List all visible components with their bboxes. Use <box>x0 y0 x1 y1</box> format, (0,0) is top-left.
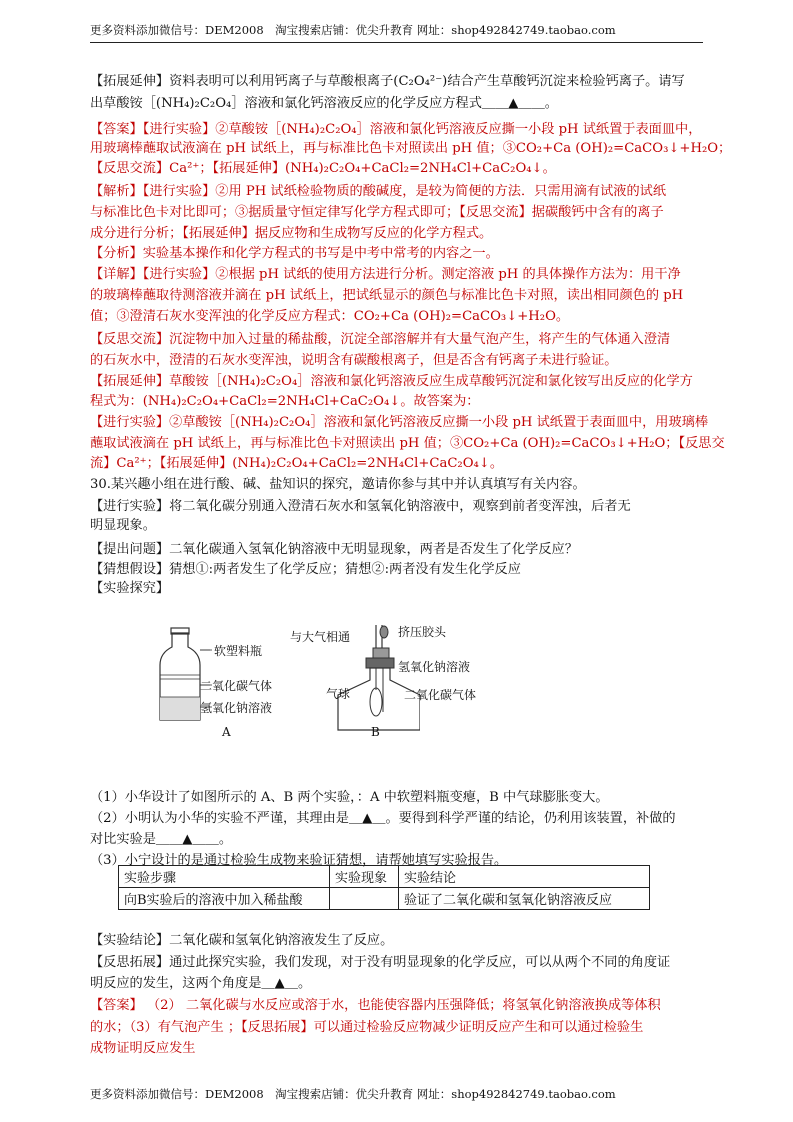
text-line: 【拓展延伸】草酸铵［(NH₄)₂C₂O₄］溶液和氯化钙溶液反应生成草酸钙沉淀和氯化铵写出反应的化学方 <box>90 374 693 389</box>
text-line: 【实验结论】二氧化碳和氢氧化钠溶液发生了反应。 <box>90 933 394 948</box>
text-line: 出草酸铵［(NH₄)₂C₂O₄］溶液和氯化钙溶液反应的化学反应方程式＿＿▲＿＿。 <box>90 96 558 111</box>
text-line: 蘸取试液滴在 pH 试纸上，再与标准比色卡对照读出 pH 值；③CO₂+Ca (OH)₂=CaCO₃↓+H₂O；【反思交 <box>90 436 725 451</box>
text-line: 【反思交流】Ca²⁺；【拓展延伸】(NH₄)₂C₂O₄+CaCl₂=2NH₄Cl+CaC₂O₄↓。 <box>90 161 556 176</box>
text-line: 成物证明反应发生 <box>90 1041 196 1056</box>
text-line: 【反思交流】沉淀物中加入过量的稀盐酸，沉淀全部溶解并有大量气泡产生，将产生的气体通入澄清 <box>90 332 671 347</box>
page-footer: 更多资料添加微信号：DEM2008 淘宝搜索店铺：优尖升教育 网址：shop492842749.taobao.com <box>90 1087 616 1101</box>
cell-phenomenon <box>330 888 399 910</box>
text-line: 用玻璃棒蘸取试液滴在 pH 试纸上，再与标准比色卡对照读出 pH 值；③CO₂+Ca (OH)₂=CaCO₃↓+H₂O； <box>90 141 732 156</box>
experiment-report-table <box>118 865 650 910</box>
figure-b-label-squeeze: 挤压胶头 <box>398 625 447 639</box>
figure-a-label-bottle: 软塑料瓶 <box>214 644 263 658</box>
text-line: 【实验探究】 <box>90 581 170 596</box>
text-line: 与标准比色卡对比即可；③据质量守恒定律写化学方程式即可；【反思交流】据碳酸钙中含有的离子 <box>90 205 664 220</box>
figure-b-label-solution: 氢氧化钠溶液 <box>398 660 471 674</box>
text-line: 的石灰水中，澄清的石灰水变浑浊，说明含有碳酸根离子，但是否含有钙离子未进行验证。 <box>90 353 618 368</box>
text-line: （1）小华设计了如图所示的 A、B 两个实验，：A 中软塑料瓶变瘪，B 中气球膨胀变大。 <box>90 790 609 805</box>
text-line: 【详解】【进行实验】②根据 pH 试纸的使用方法进行分析。测定溶液 pH 的具体操作方法为：用干净 <box>90 267 681 282</box>
figure-b-caption: B <box>371 725 380 739</box>
text-line: 【答案】【进行实验】②草酸铵［(NH₄)₂C₂O₄］溶液和氯化钙溶液反应撕一小段 pH 试纸置于表面皿中， <box>90 122 702 137</box>
text-line: 【拓展延伸】资料表明可以利用钙离子与草酸根离子(C₂O₄²⁻)结合产生草酸钙沉淀来检验钙离子。请写 <box>90 74 685 89</box>
figure-b-label-balloon: 气球 <box>326 687 351 701</box>
text-line: 【进行实验】将二氧化碳分别通入澄清石灰水和氢氧化钠溶液中，观察到前者变浑浊，后者无 <box>90 499 631 514</box>
text-line: 的玻璃棒蘸取待测溶液并滴在 pH 试纸上，把试纸显示的颜色与标准比色卡对照，读出相同颜色的 pH <box>90 288 684 303</box>
header-phenomenon: 实验现象 <box>330 866 399 888</box>
text-line: （3）小宁设计的是通过检验生成物来验证猜想，请帮她填写实验报告。 <box>90 853 508 868</box>
text-line: 【分析】实验基本操作和化学方程式的书写是中考中常考的内容之一。 <box>90 246 499 261</box>
table-header-row <box>119 866 650 888</box>
text-line: 【解析】【进行实验】②用 PH 试纸检验物质的酸碱度，是较为简便的方法．只需用滴有试液的试纸 <box>90 184 667 199</box>
text-line: 的水；（3）有气泡产生 ；【反思拓展】可以通过检验反应物减少证明反应产生和可以通过检验生 <box>90 1020 644 1035</box>
text-line: 【答案】 （2） 二氧化碳与水反应或溶于水，也能使容器内压强降低；将氢氧化钠溶液换成等体积 <box>90 998 661 1013</box>
text-line: 流】Ca²⁺；【拓展延伸】(NH₄)₂C₂O₄+CaCl₂=2NH₄Cl+CaC₂O₄↓。 <box>90 456 504 471</box>
cell-conclusion: 验证了二氧化碳和氢氧化钠溶液反应 <box>399 888 650 910</box>
text-line: 程式为：(NH₄)₂C₂O₄+CaCl₂=2NH₄Cl+CaC₂O₄↓。故答案为： <box>90 394 480 409</box>
text-line: 【反思拓展】通过此探究实验，我们发现，对于没有明显现象的化学反应，可以从两个不同的角度证 <box>90 955 671 970</box>
text-line: 明反应的发生，这两个角度是＿▲＿。 <box>90 976 312 991</box>
figure-a-label-gas: 二氧化碳气体 <box>200 679 273 693</box>
text-line: 成分进行分析；【拓展延伸】据反应物和生成物写反应的化学方程式。 <box>90 226 493 241</box>
figure-a-caption: A <box>222 725 231 739</box>
header-step: 实验步骤 <box>119 866 330 888</box>
figure-b-label-vent: 与大气相通 <box>290 630 351 644</box>
cell-step: 向B实验后的溶液中加入稀盐酸 <box>119 888 330 910</box>
figure-b-label-gas: 二氧化碳气体 <box>404 688 477 702</box>
page-header: 更多资料添加微信号：DEM2008 淘宝搜索店铺：优尖升教育 网址：shop492842749.taobao.com <box>90 22 703 43</box>
text-line: 明显现象。 <box>90 518 156 533</box>
text-line: 30.某兴趣小组在进行酸、碱、盐知识的探究，邀请你参与其中并认真填写有关内容。 <box>90 477 586 492</box>
text-line: （2）小明认为小华的实验不严谨，其理由是＿▲＿。要得到科学严谨的结论，仍利用该装置，补做的 <box>90 811 676 826</box>
text-line: 【提出问题】二氧化碳通入氢氧化钠溶液中无明显现象，两者是否发生了化学反应？ <box>90 542 578 557</box>
header-conclusion: 实验结论 <box>399 866 650 888</box>
text-line: 【进行实验】②草酸铵［(NH₄)₂C₂O₄］溶液和氯化钙溶液反应撕一小段 pH 试纸置于表面皿中，用玻璃棒 <box>90 415 709 430</box>
table-row <box>119 888 650 910</box>
figure-a-label-solution: 氢氧化钠溶液 <box>200 701 273 715</box>
text-line: 对比实验是＿＿▲＿＿。 <box>90 832 233 847</box>
text-line: 【猜想假设】猜想①:两者发生了化学反应；猜想②:两者没有发生化学反应 <box>90 562 521 577</box>
text-line: 值；③澄清石灰水变浑浊的化学反应方程式：CO₂+Ca (OH)₂=CaCO₃↓+H₂O。 <box>90 309 570 324</box>
